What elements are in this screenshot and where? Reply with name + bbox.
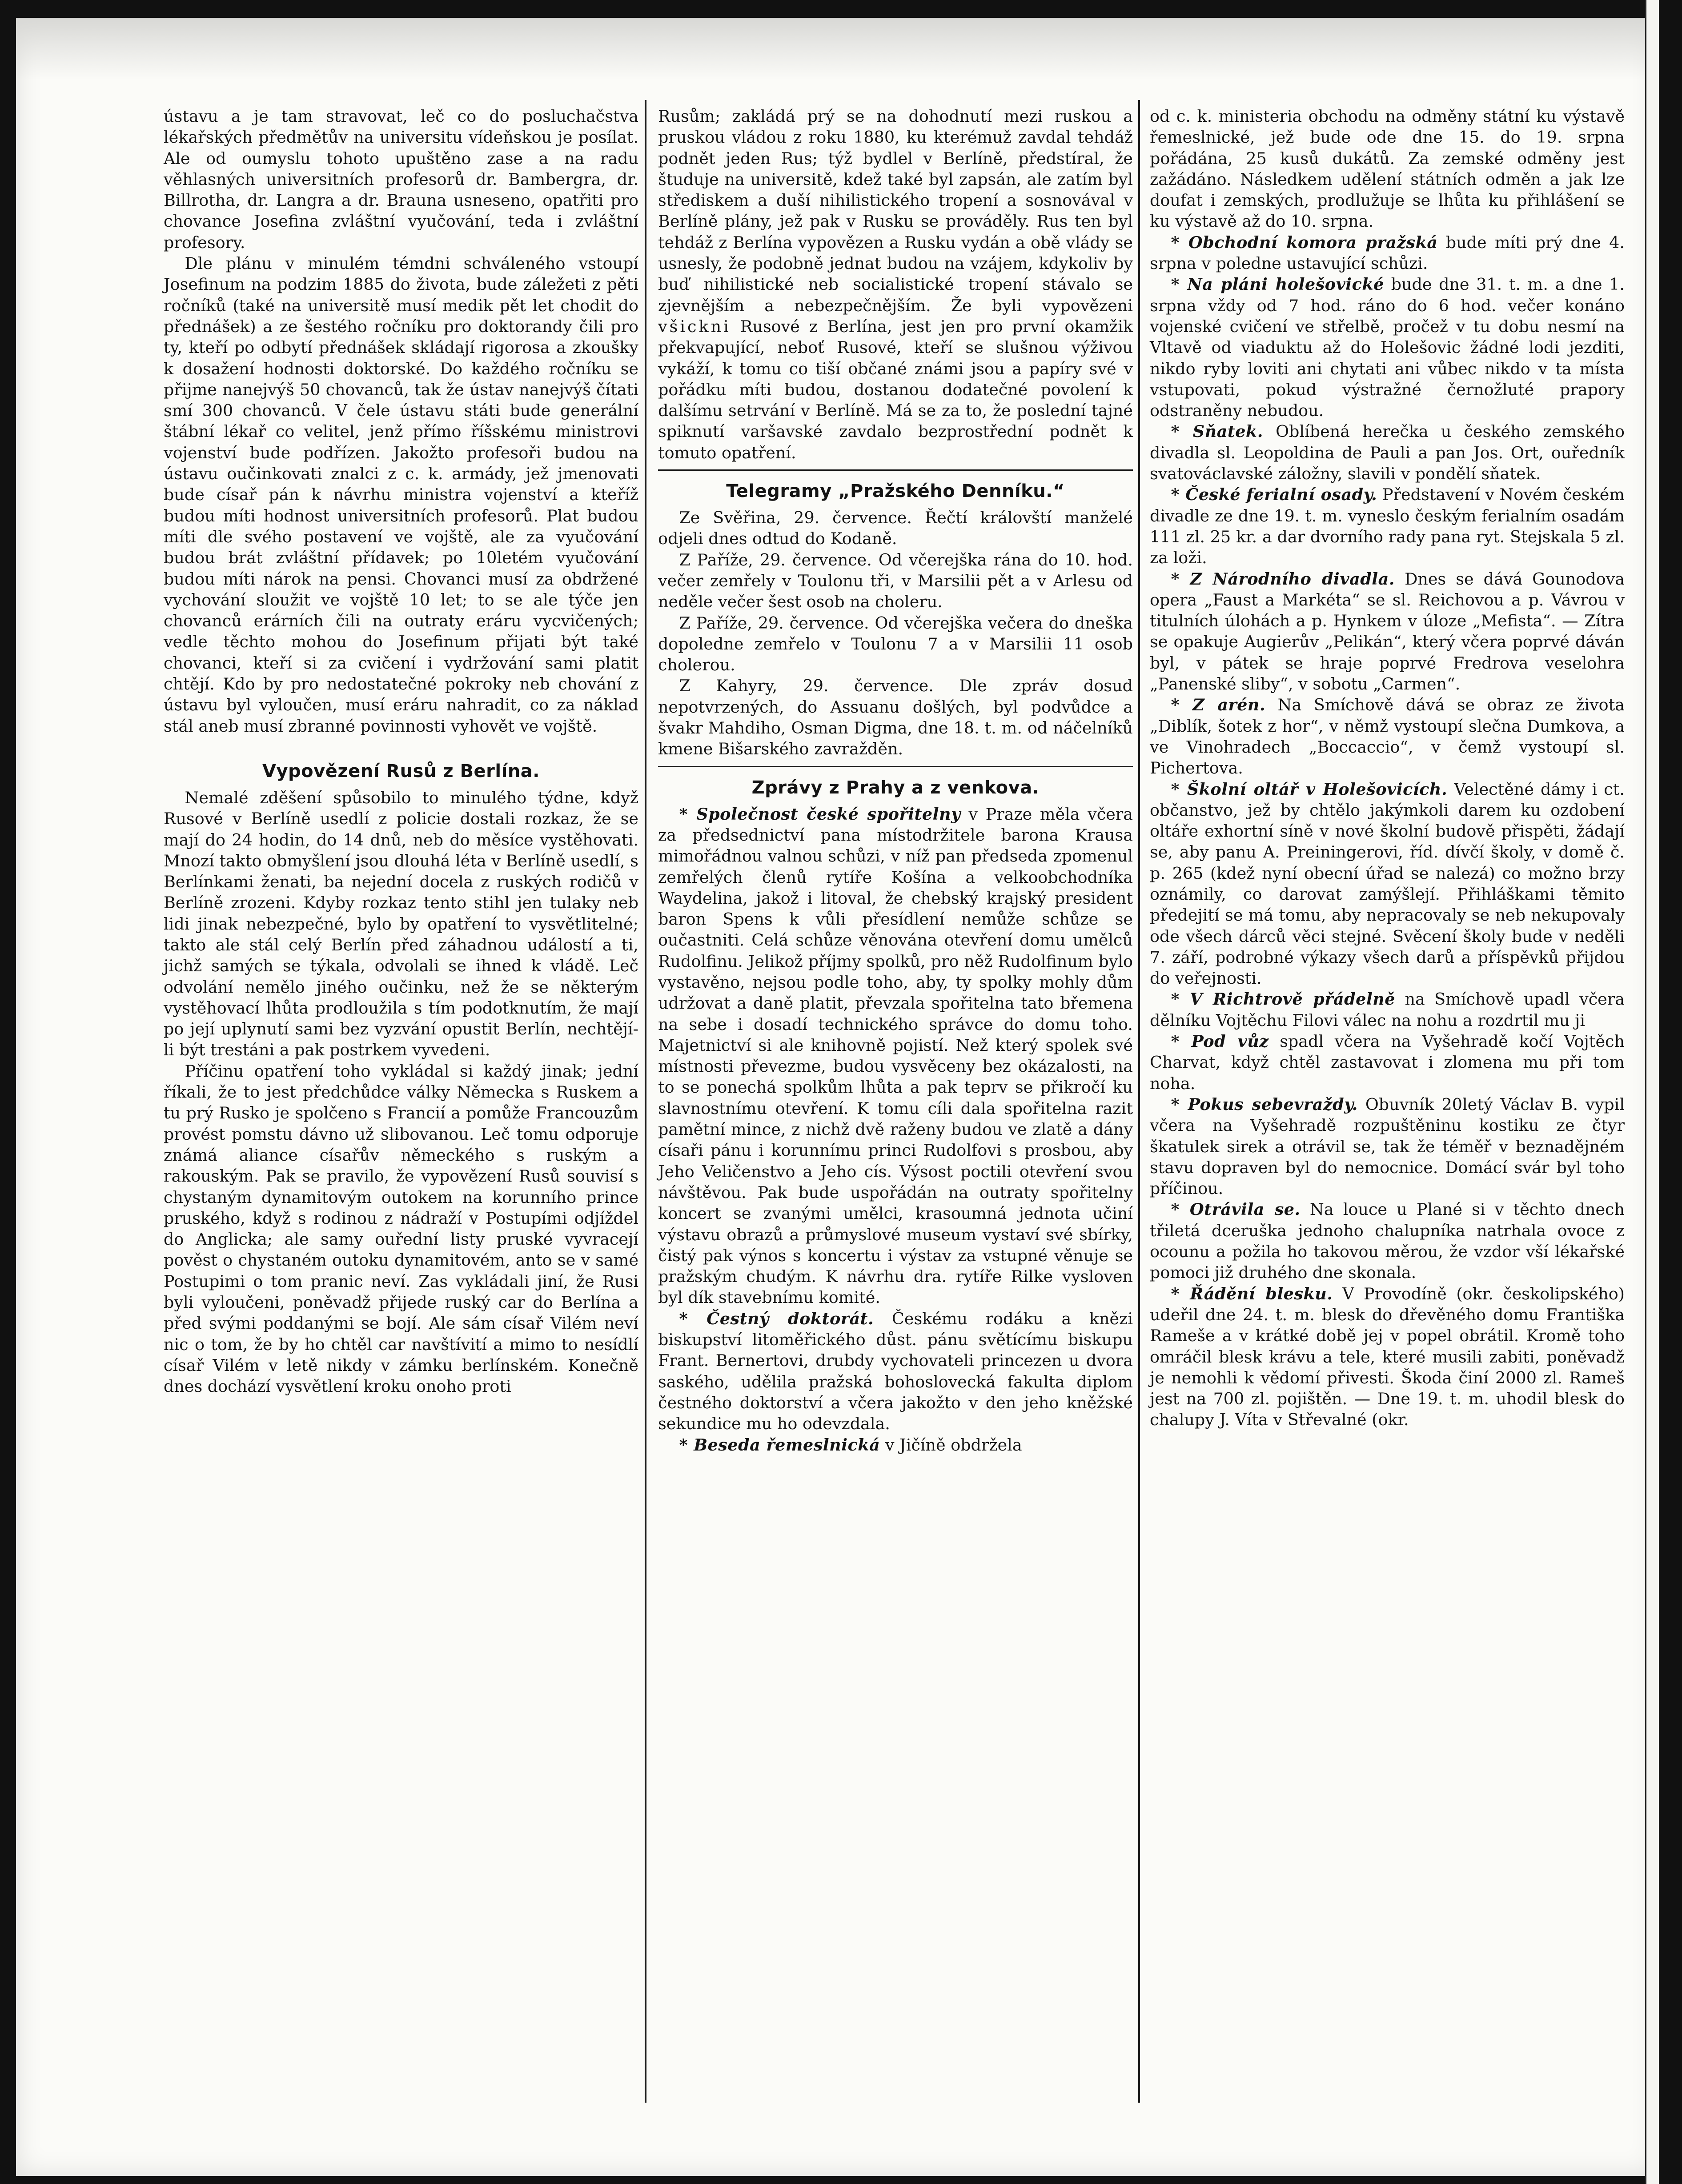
news-lead: * Pod vůz: [1171, 1032, 1269, 1051]
news-lead: * Řádění blesku.: [1171, 1284, 1333, 1303]
news-paragraph: od c. k. ministeria obchodu na odměny státní ku výstavě řemeslnické, jež bude ode dne 15. do 19. srpna pořádána, 25 kusů dukátů. Za zemské odměny jest zažádáno. Následkem udělení státních odměn a jak lze doufat i zemských, prodlužuje se lhůta ku přihlášení se ku výstavě až do 10. srpna.: [1150, 107, 1625, 231]
article-paragraph: ústavu a je tam stravovat, leč co do posluchačstva lékařských předmětův na universitu vídeňskou je posílat. Ale od oumyslu tohoto upuštěno zase a na radu věhlasných universitních profesorů dr. Bambergra, dr. Billrotha, dr. Langra a dr. Brauna usneseno, opatřiti pro chovance Josefina zvláštní vyučování, teda i zvláštní profesory.: [164, 107, 638, 252]
news-text: Oblíbená herečka u českého zemského divadla sl. Leopoldina de Pauli a pan Jos. Ort, ouředník svatováclavské záložny, slavili v pondělí sňatek.: [1150, 422, 1625, 484]
news-item: [1150, 1094, 1625, 1199]
news-text: Představení v Novém českém divadle ze dne 19. t. m. vyneslo českým ferialním osadám 111 zl. 25 kr. a dar dvorního rady pana ryt. Stejskala 5 zl. za loži.: [1150, 485, 1625, 568]
news-lead: * Společnost české spořitelny: [679, 804, 961, 824]
news-text: Na Smíchově dává se obraz ze života „Diblík, šotek z hor“, v němž vystoupí slečna Dumkova, a ve Vinohradech „Boccaccio“, v čemž vystoupí sl. Pichertova.: [1150, 695, 1625, 778]
article-paragraph: Dle plánu v minulém témdni schváleného vstoupí Josefinum na podzim 1885 do života, bude záležeti z pěti ročníků (také na universitě musí medik pět let chodit do přednášek) a ze šestého ročníku pro doktorandy čili pro ty, kteří po odbytí přednášek skládají rigorosa a zkoušky k dosažení hodnosti doktorské. Do každého ročníku se přijme nanejvýš 50 chovanců, tak že ústav nanejvýš čítati smí 300 chovanců. V čele ústavu státi bude generální štábní lékař co velitel, jenž přímo říšskému ministrovi vojenství bude podřízen. Jakožto profesoři budou na ústavu oučinkovati znalci z c. k. armády, jež jmenovati bude císař pán k návrhu ministra vojenství a kteříž budou míti hodnost universitních profesorů. Plat budou míti dle svého postavení ve vojště, ale za vyučování budou brát zvláštní přídavek; po 10letém vyučování budou míti nárok na pensi. Chovanci musí za obdržené vychování sloužit ve vojště 10 let; to se ale týče jen chovanců erárních čili na outraty eráru vycvičených; vedle těchto mohou do Josefinum přijati být také chovanci, kteří si za cvičení i vydržování sami platit chtějí. Kdo by pro nedostatečné pokroky neb chování z ústavu byl vyloučen, musí eráru nahradit, co za náklad stál aneb musí zbranné povinnosti vyhovět ve vojště.: [164, 254, 638, 736]
news-item: [1150, 694, 1625, 778]
news-lead: * V Richtrově přádelně: [1171, 990, 1396, 1009]
section-heading: Zprávy z Prahy a z venkova.: [751, 777, 1040, 798]
news-text: v Praze měla včera za předsednictví pana místodržitele barona Krausa mimořádnou valnou schůzi, v níž pan předseda zpomenul zemřelých členů rytíře Košína a velkoobchodníka Waydelina, jakož i litoval, že chebský krajský president baron Spens k vůli přesídlení nemůže schůze se oučastniti. Celá schůze věnována otevření domu umělců Rudolfinu. Jelikož příjmy spolků, pro něž Rudolfinum bylo vystavěno, nejsou podle toho, aby, ty spolky mohly dům udržovat a daně platit, převzala spořitelna tato břemena na sebe i dosadí technického správce do domu toho. Majetnictví si ale knihovně pojistí. Než který spolek své místnosti převezme, budou vysvěceny bez okázalosti, na to se ponechá spolkům lhůta a pak teprv se přikročí ku slavnostnímu otevření. K tomu cíli dala spořitelna razit pamětní mince, z nichž dvě raženy budou ve zlatě a dány císaři pánu i korunnímu princi Rudolfovi s prosbou, aby Jeho Veličenstvo a Jeho cís. Výsost poctili otevření svou návštěvou. Pak bude uspořádán na outraty spořitelny koncert se zvanými umělci, krasoumná jednota učiní výstavu obrazů a průmyslové museum vystaví své sbírky, čistý pak výnos s koncertu i výstav za vstupné věnuje se pražským chudým. K návrhu dra. rytíře Rilke vysloven byl dík stavebnímu komité.: [658, 804, 1133, 1307]
news-lead: * České ferialní osady.: [1171, 485, 1377, 505]
news-item: [1150, 569, 1625, 695]
column-middle: [658, 106, 1133, 1455]
news-text: Na louce u Plané si v těchto dnech třiletá dceruška jednoho chalupníka natrhala ovoce z ocounu a požila ho takovou měrou, že vzdor vší lékařské pomoci již druhého dne skonala.: [1150, 1200, 1625, 1282]
news-item: [1150, 989, 1625, 1031]
news-lead: * Na pláni holešovické: [1171, 275, 1384, 294]
column-left: [164, 106, 638, 1397]
text-run: Rusům; zakládá prý se na dohodnutí mezi ruskou a pruskou vládou z roku 1880, ku kterémuž zavdal tehdáž podnět jeden Rus; týž bydlel v Berlíně, předstíral, že študuje na universitě, kdež také byl zapsán, ale zatím byl střediskem a duší nihilistického tropení a sosnovával v Berlíně plány, jež pak v Rusku se prováděly. Rus ten byl tehdáž z Berlína vypovězen a Rusku vydán a obě vlády se usnesly, že podobně jednat budou na vzájem, kdykoliv by buď nihilistické neb socialistické tropení stávalo se zjevnějším a nebezpečnějším. Že byli vypovězeni: [658, 107, 1133, 315]
news-item: [1150, 779, 1625, 989]
news-lead: * Beseda řemeslnická: [679, 1435, 880, 1455]
telegram-item: Z Paříže, 29. července. Od včerejška večera do dneška dopoledne zemřelo v Toulonu 7 a v Marsilii 11 osob cholerou.: [658, 613, 1133, 675]
news-text: bude míti prý dne 4. srpna v poledne ustavující schůzi.: [1150, 232, 1625, 273]
news-lead: * Z Národního divadla.: [1171, 569, 1395, 589]
section-heading: Telegramy „Pražského Denníku.“: [726, 481, 1065, 502]
article-heading: Vypovězení Rusů z Berlína.: [262, 761, 540, 781]
news-lead: * Otrávila se.: [1171, 1200, 1301, 1219]
news-item: [1150, 274, 1625, 421]
news-item: [1150, 1199, 1625, 1283]
news-lead: * Sňatek.: [1171, 422, 1263, 441]
news-lead: * Pokus sebevraždy.: [1171, 1094, 1358, 1114]
news-text: v Jičíně obdržela: [885, 1435, 1022, 1455]
column-rule: [645, 100, 646, 2103]
telegram-item: Ze Svěřina, 29. července. Řečtí královští manželé odjeli dnes odtud do Kodaně.: [658, 508, 1133, 549]
section-rule: [658, 766, 1133, 767]
article-paragraph: Příčinu opatření toho vykládal si každý jinak; jední říkali, že to jest předchůdce války Německa s Ruskem a tu prý Rusko je spolčeno s Francií a pomůže Francouzům provést pomstu dávno už slibovanou. Leč tomu odporuje známá aliance císařův německého s ruským a rakouským. Pak se pravilo, že vypovězení Rusů souvisí s chystaným dynamitovým outokem na korunního prince pruského, když s rodinou z nádraží v Postupími odjíždel do Anglicka; ale samy ouřední listy pruské vyvracejí pověst o chystaném outoku dynamitovém, anto se v samé Postupimi o tom pranic neví. Zas vykládali jiní, že Rusi byli vyloučeni, poněvadž přijede ruský car do Berlína a před svými poddanými se bojí. Ale sám císař Vilém neví nic o tom, že by ho chtěl car navštívití a mimo to nesídlí císař Vilém v letě nikdy v zámku berlínském. Konečně dnes dochází vysvětlení kroku onoho proti: [164, 1061, 638, 1396]
news-item: [1150, 1283, 1625, 1431]
news-lead: * Z arén.: [1171, 695, 1266, 715]
news-item: [1150, 421, 1625, 484]
news-lead: * Čestný doktorát.: [679, 1309, 874, 1328]
article-paragraph: Nemalé zděšení spůsobilo to minulého týdne, když Rusové v Berlíně usedlí z policie dostali rozkaz, že se mají do 24 hodin, do 14 dnů, neb do měsíce vystěhovati. Mnozí takto obmyšlení jsou dlouhá léta v Berlíně usedlí, s Berlínkami ženati, ba nejední docela z ruských rodičů v Berlíně zrozeni. Kdyby rozkaz tento stihl jen tulaky neb lidi jinak nebezpečné, bylo by opatření to vysvětlitelné; takto ale stál celý Berlín před záhadnou událostí a ti, jichž samých se týkala, odvolali se ihned k vládě. Leč odvolání nemělo jiného oučinku, než že se některým vystěhovací lhůta prodloužila s tím podotknutím, že mají po její uplynutí sami bez vyzvání opustit Berlín, nechtějí-li být trestáni a pak postrkem vyvedeni.: [164, 788, 638, 1060]
column-rule: [1138, 100, 1140, 2103]
page-edge: [1645, 0, 1659, 2184]
news-item: [1150, 232, 1625, 274]
news-item: [1150, 484, 1625, 568]
news-item: [658, 804, 1133, 1308]
news-text: Velectěné dámy i ct. občanstvo, jež by chtělo jakýmkoli darem ku ozdobení oltáře exhortní síně v nové školní budově přispěti, žádají se, aby panu A. Preiningerovi, říd. dívčí školy, v domě č. p. 265 (kdež nyní obecní úřad se nalezá) co možno brzy oznámily, co darovat zamýšlejí. Přihláškami těmito předejití se má tomu, aby nepracovaly se neb nekupovaly ode všech dárců věci stejné. Svěcení školy bude v neděli 7. září, podrobné výkazy všech darů a příspěvků přijdou do veřejnosti.: [1150, 779, 1625, 988]
news-text: spadl včera na Vyšehradě kočí Vojtěch Charvat, když chtěl zastavovat i zlomena mu při tom noha.: [1150, 1032, 1625, 1093]
news-lead: * Školní oltář v Holešovicích.: [1171, 779, 1448, 799]
column-right: [1150, 106, 1625, 1431]
news-item: [1150, 1031, 1625, 1094]
news-text: Dnes se dává Gounodova opera „Faust a Markéta“ se sl. Reichovou a p. Vávrou v titulních úlohách a p. Hynkem v úloze „Mefista“. — Zítra se opakuje Augierův „Pelikán“, který včera poprvé dáván byl, v pátek se hraje poprvé Fredrova veselohra „Panenské sliby“, v sobotu „Carmen“.: [1150, 569, 1625, 694]
news-item: [658, 1308, 1133, 1435]
news-item: [658, 1435, 1133, 1455]
news-text: Českému rodáku a knězi biskupství litoměřického důst. pánu světícímu biskupu Frant. Bernertovi, drubdy vychovateli princezen u dvora saského, udělila pražská bohoslovecká fakulta diplom čestného doktorství a včera jakožto v den jeho kněžské sekundice mu ho odevzdala.: [658, 1309, 1133, 1434]
article-paragraph: [658, 106, 1133, 463]
news-text: V Provodíně (okr. českolipského) udeřil dne 24. t. m. blesk do dřevěného domu Františka Rameše a v krátké době jej v popel obrátil. Kromě toho omráčil blesk krávu a tele, které musili zabiti, poněvadž je nemohli k vědomí přivesti. Škoda činí 2000 zl. Rameš jest na 700 zl. pojištěn. — Dne 19. t. m. uhodil blesk do chalupy J. Víta v Střevalné (okr.: [1150, 1284, 1625, 1430]
telegram-item: Z Paříže, 29. července. Od včerejška rána do 10. hod. večer zemřely v Toulonu tři, v Marsilii pět a v Arlesu od neděle večer šest osob na choleru.: [658, 550, 1133, 612]
telegram-item: Z Kahyry, 29. července. Dle zpráv dosud nepotvrzených, do Assuanu došlých, byl podvůdce a švakr Mahdiho, Osman Digma, dne 18. t. m. od náčelníků kmene Bišarského zavražděn.: [658, 676, 1133, 759]
scan-shadow: [16, 18, 1657, 80]
news-lead: * Obchodní komora pražská: [1171, 232, 1438, 252]
news-text: bude dne 31. t. m. a dne 1. srpna vždy od 7 hod. ráno do 6 hod. večer konáno vojenské cvičení ve střelbě, pročež v tu dobu nesmí na Vltavě od viaduktu až do Holešovic žádné lodi jezditi, nikdo ryby loviti ani chytati ani vůbec nikdo v ta místa vstupovati, pokud výstražné černožluté prapory odstraněny nebudou.: [1150, 275, 1625, 421]
section-rule: [658, 469, 1133, 471]
spaced-word: všickni: [658, 317, 731, 336]
news-text: Obuvník 20letý Václav B. vypil včera na Vyšehradě rozpuštěninu kostiku ze čtyr škatulek sirek a otrávil se, tak že téměř v beznadějném stavu dopraven byl do nemocnice. Domácí svár byl toho příčinou.: [1150, 1094, 1625, 1198]
text-run: Rusové z Berlína, jest jen pro první okamžik překvapující, neboť Rusové, kteří se slušnou výživou vykáží, k tomu co tiší občané známi jsou a papíry své v pořádku míti budou, dostanou dodatečné povolení k dalšímu setrvání v Berlíně. Má se za to, že poslední tajné spiknutí varšavské zavdalo bezprostřední podnět k tomuto opatření.: [658, 317, 1133, 462]
news-text: na Smíchově upadl včera dělníku Vojtěchu Filovi válec na nohu a rozdrtil mu ji: [1150, 990, 1625, 1030]
